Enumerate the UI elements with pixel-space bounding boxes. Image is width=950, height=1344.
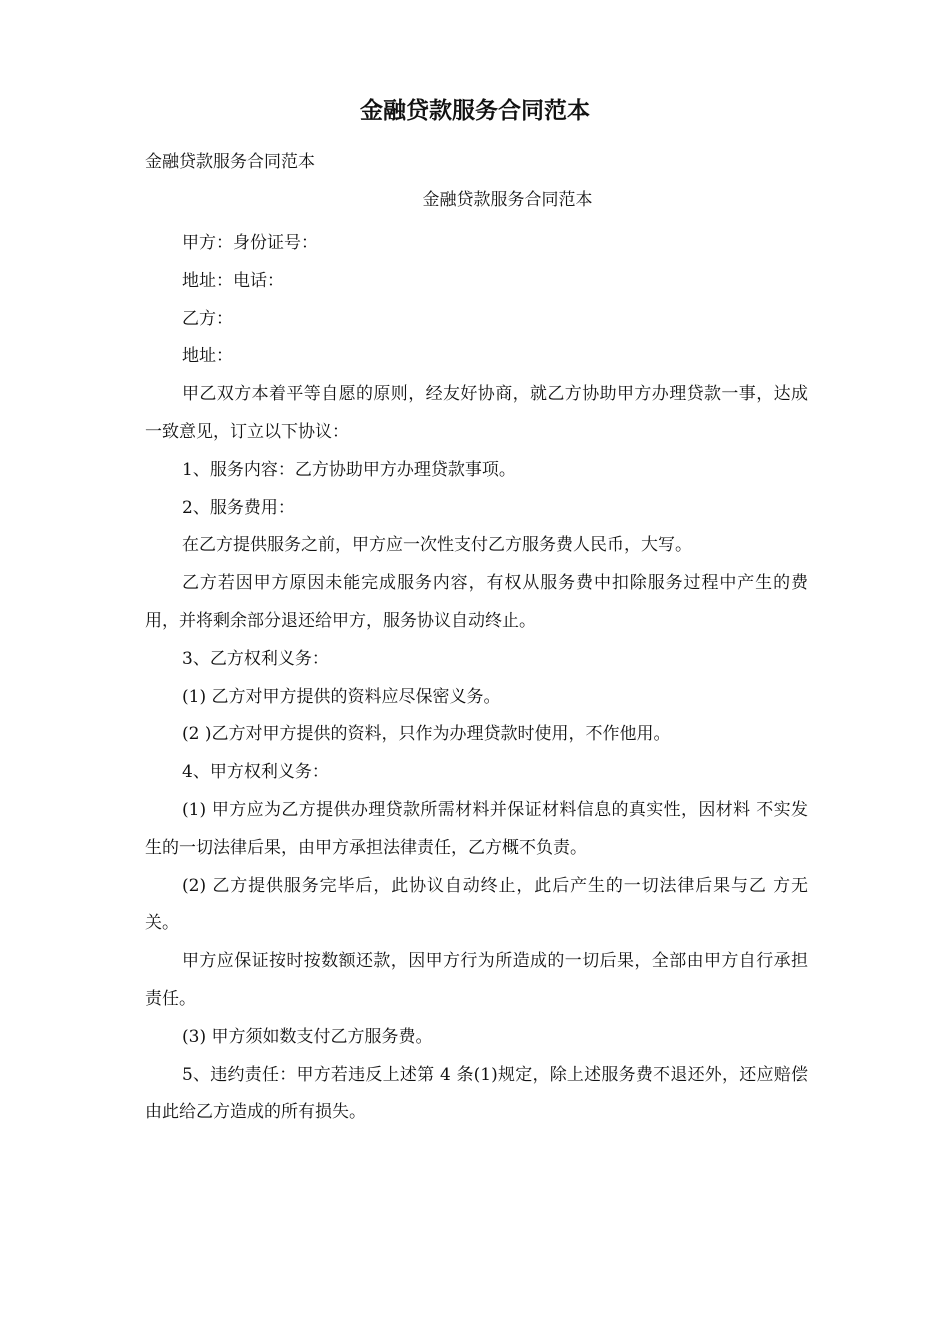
party-a-address-line: 地址：电话： xyxy=(182,270,284,291)
clause-3-item-2: (2 )乙方对甲方提供的资料，只作为办理贷款时使用，不作他用。 xyxy=(182,724,671,745)
clause-3-item-1: (1) 乙方对甲方提供的资料应尽保密义务。 xyxy=(182,686,501,707)
document-heading: 金融贷款服务合同范本 xyxy=(422,190,593,210)
party-b-address-line: 地址： xyxy=(182,346,233,367)
document-subtitle: 金融贷款服务合同范本 xyxy=(145,152,315,172)
clause-4-item-3: (3) 甲方须如数支付乙方服务费。 xyxy=(182,1026,433,1047)
clause-2-service-fee: 2、服务费用： xyxy=(182,497,295,518)
document-title: 金融贷款服务合同范本 xyxy=(360,98,590,124)
party-a-id-line: 甲方：身份证号： xyxy=(182,233,318,253)
party-b-line: 乙方： xyxy=(182,308,233,329)
clause-4-item-2: (2) 乙方提供服务完毕后，此协议自动终止，此后产生的一切法律后果与乙 方无关。 xyxy=(145,875,808,934)
clause-3-party-b-rights: 3、乙方权利义务： xyxy=(182,648,329,669)
clause-5-breach-liability: 5、违约责任：甲方若违反上述第 4 条(1)规定，除上述服务费不退还外，还应赔偿由此给乙方造成的所有损失。 xyxy=(145,1064,808,1123)
repayment-paragraph: 甲方应保证按时按数额还款，因甲方行为所造成的一切后果，全部由甲方自行承担责任。 xyxy=(145,951,808,1009)
clause-4-item-1: (1) 甲方应为乙方提供办理贷款所需材料并保证材料信息的真实性，因材料 不实发生的一切法律后果，由甲方承担法律责任，乙方概不负责。 xyxy=(145,799,808,858)
fee-refund-paragraph: 乙方若因甲方原因未能完成服务内容，有权从服务费中扣除服务过程中产生的费用，并将剩余部分退还给甲方，服务协议自动终止。 xyxy=(145,573,808,631)
fee-payment-paragraph: 在乙方提供服务之前，甲方应一次性支付乙方服务费人民币，大写。 xyxy=(182,535,692,556)
preamble-paragraph: 甲乙双方本着平等自愿的原则，经友好协商，就乙方协助甲方办理贷款一事，达成一致意见，订立以下协议： xyxy=(145,384,808,442)
clause-4-party-a-rights: 4、甲方权利义务： xyxy=(182,762,329,783)
clause-1-service-content: 1、服务内容：乙方协助甲方办理贷款事项。 xyxy=(182,459,516,480)
document-body xyxy=(145,225,808,1132)
